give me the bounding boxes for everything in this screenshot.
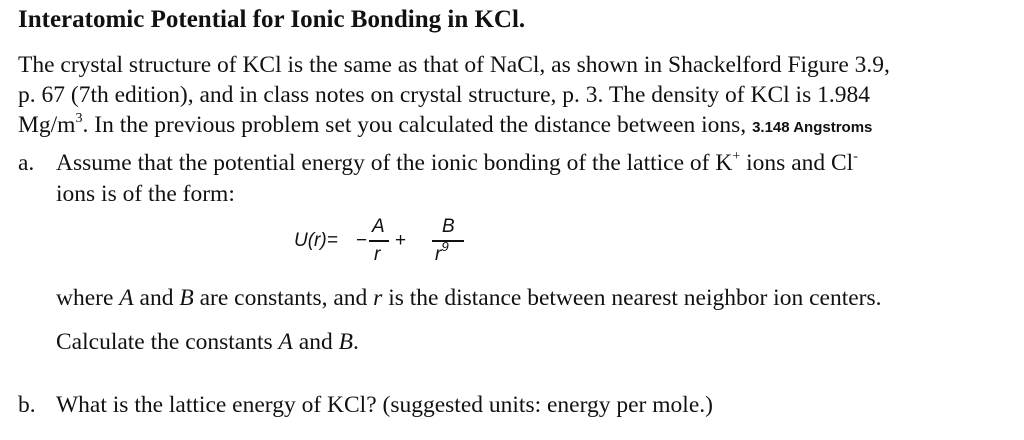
intro-line-2: p. 67 (7th edition), and in class notes on crystal structure, p. 3. The density of KCl is 1.984 xyxy=(18,82,870,108)
part-a-line-1-text: Assume that the potential energy of the ionic bonding of the lattice of K xyxy=(56,150,733,176)
calc-b: B xyxy=(338,329,353,355)
equation-denominator-b-exponent: 9 xyxy=(441,239,449,255)
calc-a: A xyxy=(278,329,293,355)
part-a-label: a. xyxy=(18,150,35,176)
equation-denominator-a: r xyxy=(374,244,381,265)
cl-minus-charge: - xyxy=(853,147,858,164)
where-a: A xyxy=(119,285,134,311)
equation-denominator-b-base: r xyxy=(435,244,442,265)
calc-and: and xyxy=(292,329,339,355)
part-b-label: b. xyxy=(18,392,36,418)
part-b-question: What is the lattice energy of KCl? (suggested units: energy per mole.) xyxy=(56,392,713,418)
where-r: r xyxy=(373,285,383,311)
intro-line-3-text: . In the previous problem set you calculated the distance between ions, xyxy=(82,112,747,138)
calc-pre: Calculate the constants xyxy=(56,329,279,355)
part-a-line-1-mid: ions and Cl xyxy=(740,150,854,176)
part-a-where-line xyxy=(56,285,882,312)
part-a-line-2: ions is of the form: xyxy=(56,181,235,207)
part-a-calculate-line xyxy=(56,329,359,356)
problem-title: Interatomic Potential for Ionic Bonding in KCl. xyxy=(18,6,526,33)
density-unit: Mg/m xyxy=(18,112,76,138)
equation-numerator-a: A xyxy=(372,216,385,237)
calc-post: . xyxy=(352,329,359,355)
fraction-bar-a xyxy=(369,240,389,242)
equation-denominator-b xyxy=(435,239,449,266)
where-b: B xyxy=(179,285,194,311)
equation-plus: + xyxy=(395,230,407,251)
where-and: and xyxy=(133,285,180,311)
k-plus-charge: + xyxy=(732,147,741,164)
ion-distance-answer: 3.148 Angstroms xyxy=(752,119,873,136)
part-a-line-1 xyxy=(56,147,858,177)
density-unit-exponent: 3 xyxy=(75,109,83,126)
where-mid: are constants, and xyxy=(193,285,374,311)
intro-line-3 xyxy=(18,109,873,139)
intro-line-1: The crystal structure of KCl is the same as that of NaCl, as shown in Shackelford Figure 3.9, xyxy=(18,52,890,78)
equation-numerator-b: B xyxy=(442,216,455,237)
equation-minus: − xyxy=(356,230,368,251)
where-pre: where xyxy=(56,285,120,311)
where-post: is the distance between nearest neighbor ion centers. xyxy=(382,285,882,311)
equation-lhs: U(r)= xyxy=(294,230,338,251)
